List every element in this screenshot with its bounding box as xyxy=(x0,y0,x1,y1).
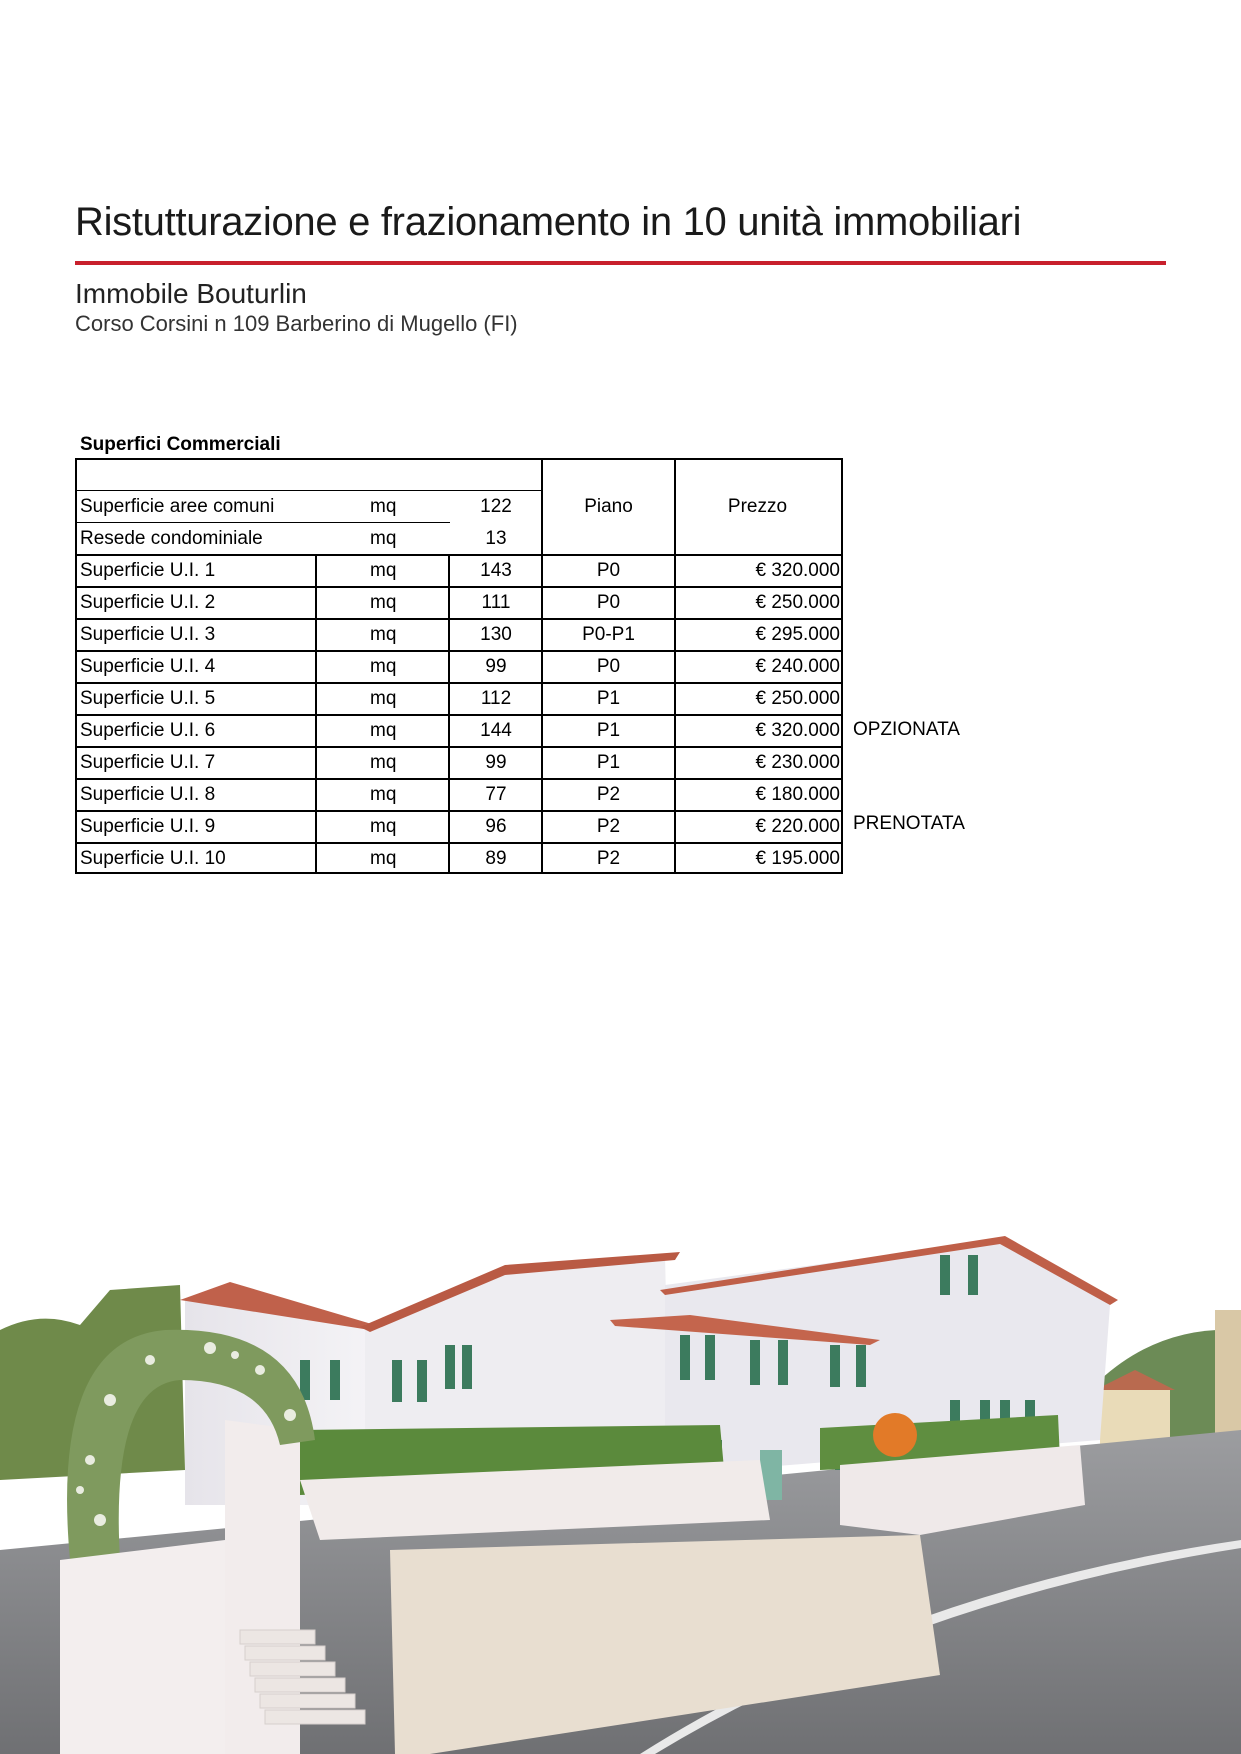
row-floor: P0-P1 xyxy=(582,624,635,645)
page-title: Ristutturazione e frazionamento in 10 unità immobiliari xyxy=(75,200,1022,244)
row-price: € 220.000 xyxy=(755,816,840,837)
row-area: 96 xyxy=(485,816,507,837)
row-floor: P2 xyxy=(596,816,621,837)
row-floor: P2 xyxy=(596,784,621,805)
status-badge-optioned: OPZIONATA xyxy=(853,719,960,740)
row-floor: P0 xyxy=(596,560,621,581)
row-area: 99 xyxy=(485,752,507,773)
row-area: 111 xyxy=(481,592,511,613)
row-floor: P1 xyxy=(596,720,621,741)
row-unit: mq xyxy=(370,624,397,645)
row-area: 130 xyxy=(480,624,512,645)
row-unit: mq xyxy=(370,816,397,837)
row-unit: mq xyxy=(370,688,397,709)
row-label: Superficie U.I. 7 xyxy=(80,752,216,773)
row-label: Superficie U.I. 8 xyxy=(80,784,216,805)
row-unit: mq xyxy=(370,496,397,517)
row-label: Resede condominiale xyxy=(80,528,263,549)
row-price: € 250.000 xyxy=(755,688,840,709)
row-label: Superficie U.I. 6 xyxy=(80,720,216,741)
row-floor: P2 xyxy=(596,848,621,869)
row-area: 77 xyxy=(485,784,507,805)
row-area: 99 xyxy=(485,656,507,677)
front-wall xyxy=(60,1540,225,1754)
row-floor: P1 xyxy=(596,688,621,709)
row-floor: P0 xyxy=(596,592,621,613)
row-floor: P0 xyxy=(596,656,621,677)
row-label: Superficie U.I. 9 xyxy=(80,816,216,837)
row-unit: mq xyxy=(370,656,397,677)
column-header-price: Prezzo xyxy=(727,496,788,517)
row-price: € 195.000 xyxy=(755,848,840,869)
row-unit: mq xyxy=(370,528,397,549)
row-unit: mq xyxy=(370,848,397,869)
title-divider xyxy=(75,261,1166,265)
row-price: € 240.000 xyxy=(755,656,840,677)
row-label: Superficie U.I. 5 xyxy=(80,688,216,709)
column-header-floor: Piano xyxy=(584,496,633,517)
row-area: 89 xyxy=(485,848,507,869)
row-price: € 230.000 xyxy=(755,752,840,773)
row-label: Superficie aree comuni xyxy=(80,496,275,517)
row-price: € 250.000 xyxy=(755,592,840,613)
row-price: € 180.000 xyxy=(755,784,840,805)
table-caption: Superfici Commerciali xyxy=(80,434,281,455)
property-address: Corso Corsini n 109 Barberino di Mugello (FI) xyxy=(75,311,518,336)
row-price: € 320.000 xyxy=(755,560,840,581)
row-floor: P1 xyxy=(596,752,621,773)
orange-shrub xyxy=(873,1413,917,1457)
row-label: Superficie U.I. 2 xyxy=(80,592,216,613)
row-area: 122 xyxy=(480,496,512,517)
row-unit: mq xyxy=(370,752,397,773)
row-area: 112 xyxy=(480,688,512,709)
surfaces-table xyxy=(75,458,843,874)
row-label: Superficie U.I. 4 xyxy=(80,656,216,677)
row-unit: mq xyxy=(370,720,397,741)
row-label: Superficie U.I. 1 xyxy=(80,560,216,581)
row-area: 143 xyxy=(480,560,512,581)
row-area: 13 xyxy=(485,528,507,549)
row-label: Superficie U.I. 10 xyxy=(80,848,226,869)
row-price: € 320.000 xyxy=(755,720,840,741)
row-unit: mq xyxy=(370,592,397,613)
building-render xyxy=(0,1230,1241,1754)
status-badge-reserved: PRENOTATA xyxy=(853,813,965,834)
row-price: € 295.000 xyxy=(755,624,840,645)
row-area: 144 xyxy=(480,720,512,741)
row-unit: mq xyxy=(370,560,397,581)
property-name: Immobile Bouturlin xyxy=(75,278,307,309)
row-label: Superficie U.I. 3 xyxy=(80,624,216,645)
row-unit: mq xyxy=(370,784,397,805)
